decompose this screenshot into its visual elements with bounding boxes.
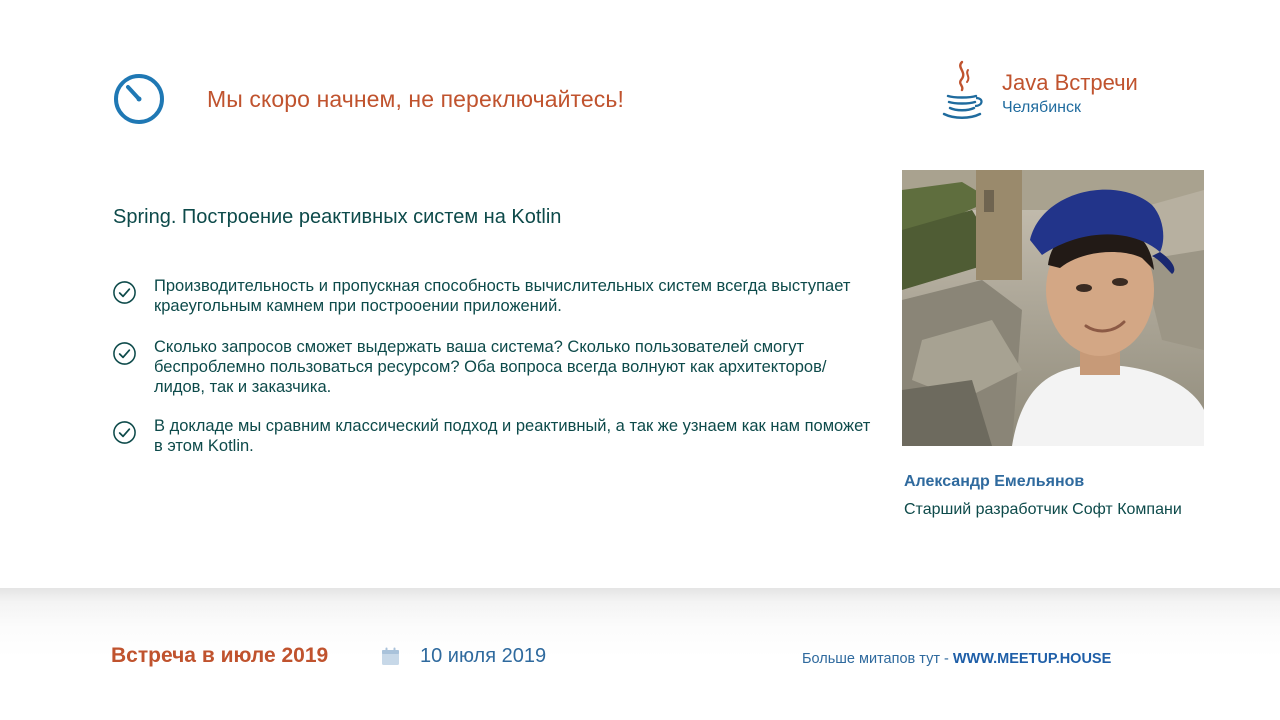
list-item bbox=[112, 276, 872, 316]
brand-city: Челябинск bbox=[1002, 99, 1081, 116]
check-circle-icon bbox=[112, 420, 137, 445]
bullet-text: Сколько запросов сможет выдержать ваша система? Сколько пользователей смогут беспроблемно пользоваться ресурсом? Оба вопроса всегда волнуют как архитекторов/лидов, так и заказчика. bbox=[154, 338, 827, 396]
list-item bbox=[112, 337, 872, 397]
standby-message: Мы скоро начнем, не переключайтесь! bbox=[207, 86, 624, 112]
more-meetups bbox=[802, 651, 1111, 667]
bullet-text: Производительность и пропускная способность вычислительных систем всегда выступает краеугольным камнем при построоении приложений. bbox=[154, 277, 851, 315]
stopwatch-icon bbox=[112, 72, 166, 126]
brand-name: Java Встречи bbox=[1002, 70, 1138, 95]
speaker-role: Старший разработчик Софт Компани bbox=[904, 501, 1182, 518]
talk-bullets bbox=[112, 276, 872, 477]
talk-title: Spring. Построение реактивных систем на Kotlin bbox=[113, 206, 562, 228]
check-circle-icon bbox=[112, 280, 137, 305]
brand bbox=[940, 58, 1180, 122]
meeting-name: Встреча в июле 2019 bbox=[111, 644, 329, 667]
check-circle-icon bbox=[112, 341, 137, 366]
speaker-photo bbox=[902, 170, 1204, 446]
bullet-text: В докладе мы сравним классический подход и реактивный, а так же узнаем как нам поможет в этом Kotlin. bbox=[154, 417, 871, 455]
more-meetups-prefix: Больше митапов тут - bbox=[802, 651, 953, 667]
list-item bbox=[112, 416, 872, 456]
java-cup-icon bbox=[940, 58, 984, 120]
meeting-date: 10 июля 2019 bbox=[420, 645, 547, 667]
meetup-house-link[interactable]: WWW.MEETUP.HOUSE bbox=[952, 651, 1112, 667]
speaker-name: Александр Емельянов bbox=[904, 473, 1085, 490]
calendar-icon bbox=[381, 647, 400, 666]
